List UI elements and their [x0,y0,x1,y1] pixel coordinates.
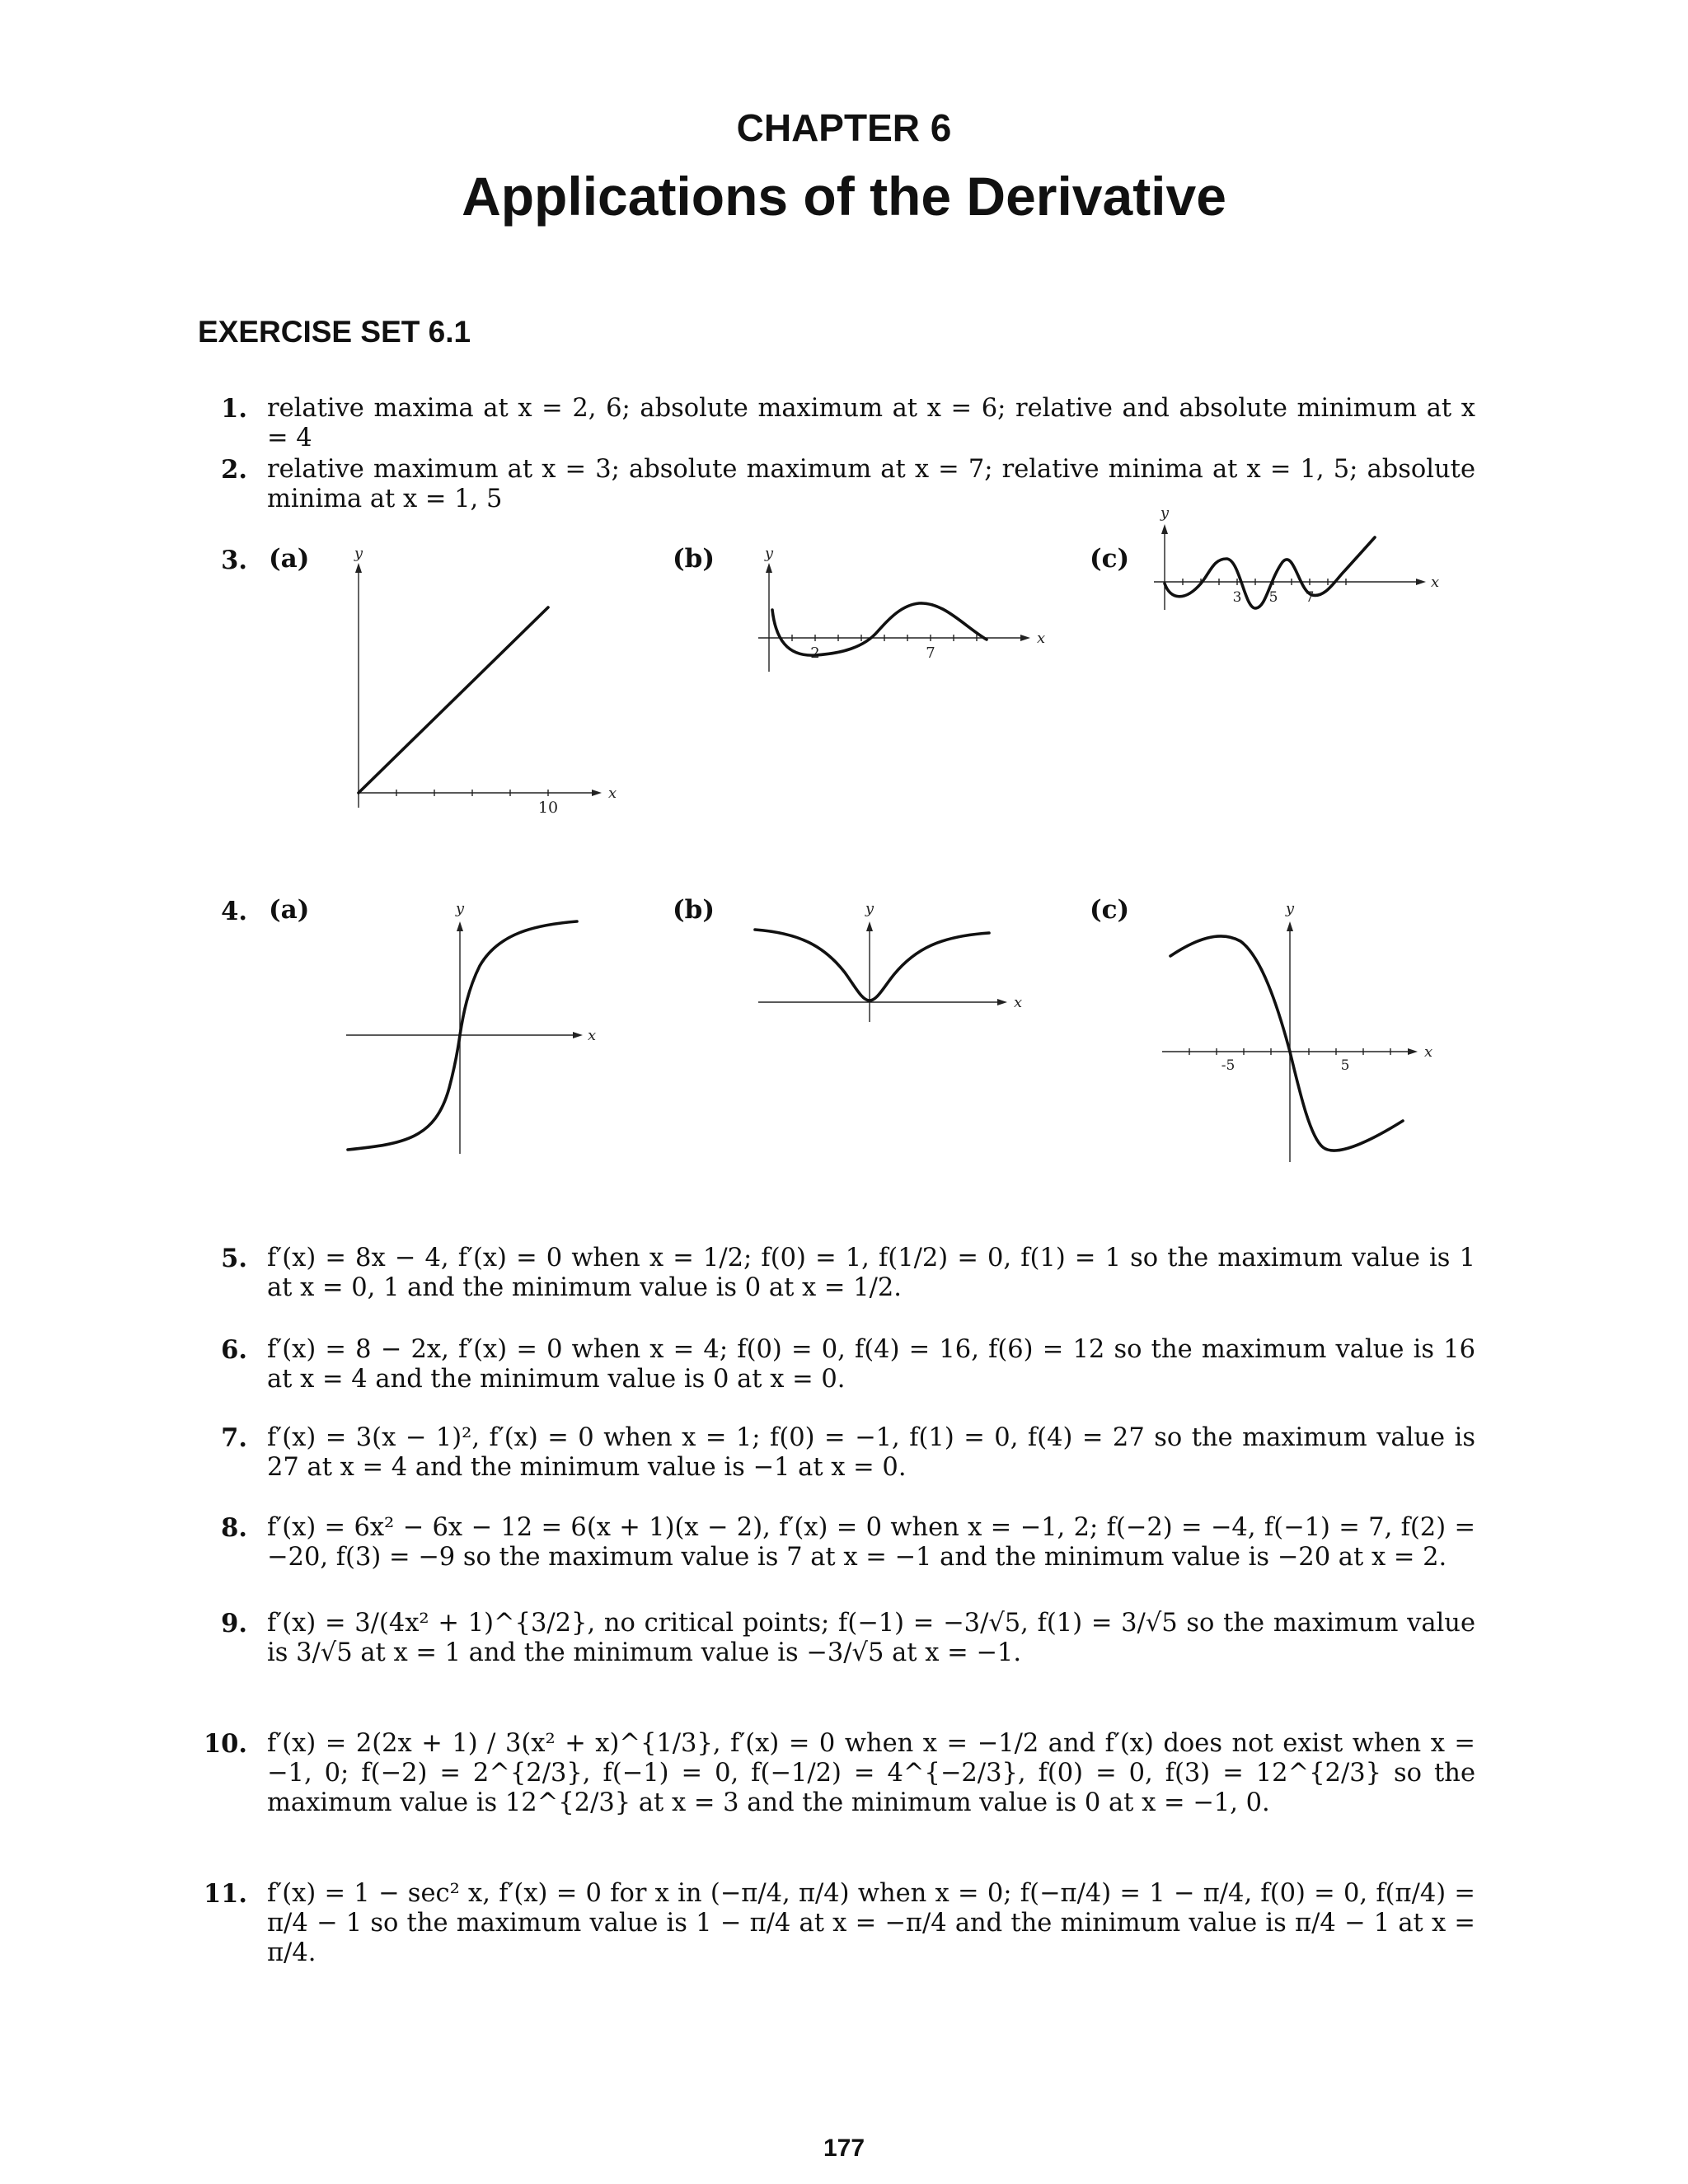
curve [1170,936,1403,1151]
exercise-8-answer: f′(x) = 6x² − 6x − 12 = 6(x + 1)(x − 2), f′(x) = 0 when x = −1, 2; f(−2) = −4, f(−1) = 7, f(2) = −20, f(3) = −9 so the maximum value is 7 at x = −1 and the minimum value is −20 at x = 2. [267,1513,1475,1572]
ex4-part-a-label: (a) [269,895,310,925]
ex3c-graph [1137,494,1442,639]
x-axis-label: x [588,1027,597,1044]
exercise-11 [198,1879,1475,1968]
exercise-1-answer: relative maxima at x = 2, 6; absolute maximum at x = 6; relative and absolute minimum at x = 4 [267,394,1475,452]
exercise-number: 10. [203,1729,247,1759]
x-axis-arrow [592,790,602,796]
exercise-10 [198,1729,1475,1818]
x-axis-arrow [1416,579,1426,585]
exercise-number: 2. [221,455,247,485]
exercise-number: 4. [221,897,247,926]
x-axis-arrow [1020,635,1030,641]
ex4b-graph [742,898,1047,1063]
ex3b-graph [742,536,1055,692]
y-axis-label: y [865,900,874,917]
y-axis-label: y [1285,900,1295,917]
x-axis-arrow [997,999,1007,1005]
x-axis-arrow [1408,1048,1418,1055]
chapter-label: CHAPTER 6 [736,106,952,149]
exercise-7-answer: f′(x) = 3(x − 1)², f′(x) = 0 when x = 1; f(0) = −1, f(1) = 0, f(4) = 27 so the maximum value is 27 at x = 4 and the minimum value is −1 at x = 0. [267,1423,1475,1482]
y-axis-label: y [1160,504,1170,522]
exercise-number: 3. [221,546,247,575]
curve [772,603,987,655]
ex4-part-c-label: (c) [1090,895,1130,925]
section-title: EXERCISE SET 6.1 [198,315,471,349]
y-axis-arrow [1161,524,1168,534]
x-axis-label: x [1014,994,1023,1011]
y-axis-arrow [355,563,362,573]
x-axis-arrow [573,1032,583,1038]
ex3-part-c-label: (c) [1090,544,1130,574]
page-number: 177 [823,2135,865,2162]
exercise-8 [198,1513,1475,1572]
ex3a-graph [330,536,617,817]
exercise-number: 8. [221,1513,247,1543]
exercise-9-answer: f′(x) = 3/(4x² + 1)^{3/2}, no critical points; f(−1) = −3/√5, f(1) = 3/√5 so the maximum value is 3/√5 at x = 1 and the minimum value is −3/√5 at x = −1. [267,1609,1475,1667]
y-axis-arrow [766,563,772,573]
exercise-number: 7. [221,1423,247,1453]
ex4-part-b-label: (b) [673,895,715,925]
x-axis-label: x [1431,574,1440,591]
y-axis-arrow [866,921,873,931]
tick-label: 7 [926,644,935,662]
ex4c-graph [1146,898,1451,1195]
y-axis-label: y [354,545,363,562]
exercise-5 [198,1244,1475,1303]
exercise-9 [198,1609,1475,1668]
exercise-2-answer: relative maximum at x = 3; absolute maximum at x = 7; relative minima at x = 1, 5; absolute minima at x = 1, 5 [267,455,1475,513]
tick-label: 2 [810,644,820,662]
tick-label: 5 [1340,1057,1350,1074]
y-axis-label: y [455,900,465,917]
x-axis-label: x [608,785,617,802]
exercise-number: 6. [221,1335,247,1365]
exercise-7 [198,1423,1475,1483]
exercise-number: 11. [203,1879,247,1909]
x-axis-label: x [1037,630,1046,647]
y-axis-label: y [764,545,774,562]
curve [359,607,548,793]
exercise-6 [198,1335,1475,1394]
tick-label: 3 [1232,589,1242,606]
exercise-5-answer: f′(x) = 8x − 4, f′(x) = 0 when x = 1/2; f(0) = 1, f(1/2) = 0, f(1) = 1 so the maximum value is 1 at x = 0, 1 and the minimum value is 0 at x = 1/2. [267,1244,1475,1302]
exercise-number: 9. [221,1609,247,1638]
exercise-11-answer: f′(x) = 1 − sec² x, f′(x) = 0 for x in (−π/4, π/4) when x = 0; f(−π/4) = 1 − π/4, f(0) = 0, f(π/4) = π/4 − 1 so the maximum value is 1 − π/4 at x = −π/4 and the minimum value is π/4 − 1 at x = π/4. [267,1879,1475,1967]
exercise-number: 5. [221,1244,247,1273]
exercise-10-answer: f′(x) = 2(2x + 1) / 3(x² + x)^{1/3}, f′(x) = 0 when x = −1/2 and f′(x) does not exist when x = −1, 0; f(−2) = 2^{2/3}, f(−1) = 0, f(−1/2) = 4^{−2/3}, f(0) = 0, f(3) = 12^{2/3} so the maximum value is 12^{2/3} at x = 3 and the minimum value is 0 at x = −1, 0. [267,1729,1475,1817]
exercise-6-answer: f′(x) = 8 − 2x, f′(x) = 0 when x = 4; f(0) = 0, f(4) = 16, f(6) = 12 so the maximum value is 16 at x = 4 and the minimum value is 0 at x = 0. [267,1335,1475,1394]
ex4a-graph [338,898,610,1179]
ex3-part-b-label: (b) [673,544,715,574]
curve [755,930,989,1001]
tick-label: -5 [1221,1057,1236,1074]
tick-label: 7 [1305,589,1315,606]
tick-label: 5 [1268,589,1278,606]
chapter-title: Applications of the Derivative [462,166,1226,227]
tick-label: 10 [537,799,559,817]
y-axis-arrow [457,921,463,931]
exercise-number: 1. [221,394,247,424]
x-axis-label: x [1424,1043,1433,1061]
y-axis-arrow [1287,921,1293,931]
ex3-part-a-label: (a) [269,544,310,574]
exercise-1 [198,394,1475,453]
